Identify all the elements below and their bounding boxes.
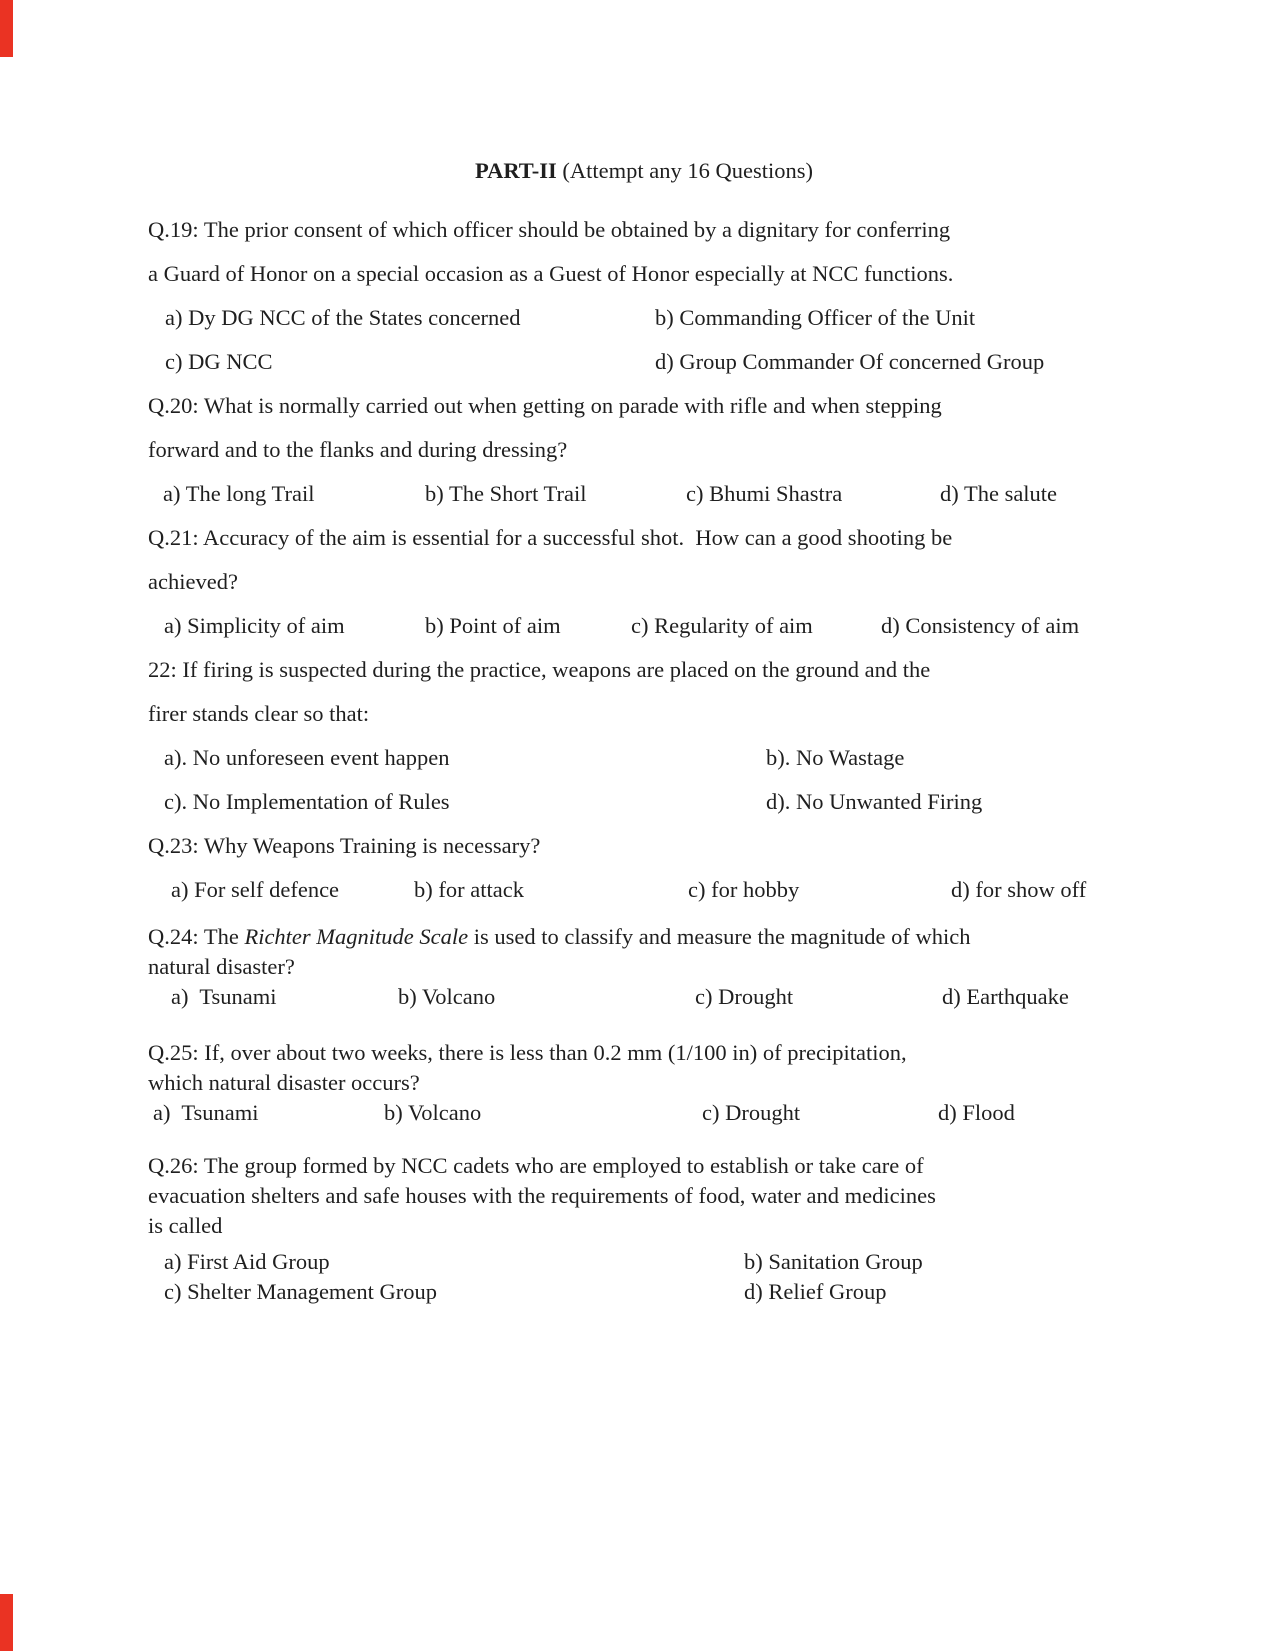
option-q23-b: b) for attack xyxy=(414,877,524,902)
question-q20-line-2: forward and to the flanks and during dressing? xyxy=(148,437,568,462)
question-q26-line-3: is called xyxy=(148,1213,223,1238)
option-q22-a: a). No unforeseen event happen xyxy=(164,745,450,770)
question-q24-line-1 xyxy=(148,922,1140,952)
option-q26-b: b) Sanitation Group xyxy=(744,1249,923,1274)
option-q22-d: d). No Unwanted Firing xyxy=(766,789,983,814)
option-q24-a: a) Tsunami xyxy=(171,984,277,1009)
option-q22-c: c). No Implementation of Rules xyxy=(164,789,450,814)
question-q25-options-row xyxy=(148,1098,1140,1128)
question-q26-line-2: evacuation shelters and safe houses with the requirements of food, water and medicines xyxy=(148,1183,936,1208)
option-q21-c: c) Regularity of aim xyxy=(631,613,813,638)
section-title xyxy=(148,156,1140,186)
question-q24-options-row xyxy=(148,982,1140,1012)
question-q20-line-1: Q.20: What is normally carried out when getting on parade with rifle and when stepping xyxy=(148,393,942,418)
questions-block-double-spaced xyxy=(148,208,1140,912)
question-q24-text-prefix: Q.24: The xyxy=(148,924,245,949)
red-edge-mark-top xyxy=(0,0,13,57)
option-q19-d: d) Group Commander Of concerned Group xyxy=(655,349,1045,374)
option-q25-d: d) Flood xyxy=(938,1100,1015,1125)
question-q19-line-1: Q.19: The prior consent of which officer should be obtained by a dignitary for conferring xyxy=(148,217,951,242)
question-q25-line-1: Q.25: If, over about two weeks, there is less than 0.2 mm (1/100 in) of precipitation, xyxy=(148,1040,907,1065)
section-title-part-label: PART-II xyxy=(475,158,557,183)
question-q24-block xyxy=(148,922,1140,1012)
section-title-instruction: (Attempt any 16 Questions) xyxy=(556,158,813,183)
option-q26-d: d) Relief Group xyxy=(744,1279,887,1304)
question-q26-options-row-2 xyxy=(148,1277,1140,1307)
red-edge-mark-bottom xyxy=(0,1594,13,1651)
option-q26-c: c) Shelter Management Group xyxy=(164,1279,438,1304)
question-q21-options-row xyxy=(148,604,1140,648)
question-q26-line-1: Q.26: The group formed by NCC cadets who are employed to establish or take care of xyxy=(148,1153,924,1178)
question-q25-line-2: which natural disaster occurs? xyxy=(148,1070,420,1095)
option-q20-d: d) The salute xyxy=(940,481,1058,506)
option-q23-a: a) For self defence xyxy=(171,877,340,902)
question-q22-options-row-2 xyxy=(148,780,1140,824)
question-q26-block xyxy=(148,1151,1140,1241)
question-q22-line-1: 22: If firing is suspected during the practice, weapons are placed on the ground and the xyxy=(148,657,931,682)
option-q25-b: b) Volcano xyxy=(384,1100,482,1125)
question-q21-line-1: Q.21: Accuracy of the aim is essential for a successful shot. How can a good shooting be xyxy=(148,525,953,550)
option-q20-c: c) Bhumi Shastra xyxy=(686,481,843,506)
question-q26-options-block xyxy=(148,1247,1140,1307)
option-q25-c: c) Drought xyxy=(702,1100,801,1125)
question-q23-line-1: Q.23: Why Weapons Training is necessary? xyxy=(148,833,541,858)
option-q23-c: c) for hobby xyxy=(688,877,800,902)
option-q23-d: d) for show off xyxy=(951,877,1087,902)
question-q20-options-row xyxy=(148,472,1140,516)
option-q24-d: d) Earthquake xyxy=(942,984,1069,1009)
question-q19-options-row-2 xyxy=(148,340,1140,384)
question-q22-options-row-1 xyxy=(148,736,1140,780)
option-q21-b: b) Point of aim xyxy=(425,613,561,638)
option-q19-b: b) Commanding Officer of the Unit xyxy=(655,305,976,330)
option-q24-b: b) Volcano xyxy=(398,984,496,1009)
option-q25-a: a) Tsunami xyxy=(153,1100,259,1125)
question-q24-line-2: natural disaster? xyxy=(148,954,295,979)
option-q21-a: a) Simplicity of aim xyxy=(164,613,345,638)
option-q19-c: c) DG NCC xyxy=(165,349,273,374)
option-q20-a: a) The long Trail xyxy=(163,481,315,506)
option-q26-a: a) First Aid Group xyxy=(164,1249,330,1274)
question-q24-text-suffix: is used to classify and measure the magnitude of which xyxy=(468,924,971,949)
question-q23-options-row xyxy=(148,868,1140,912)
option-q19-a: a) Dy DG NCC of the States concerned xyxy=(165,305,521,330)
question-q22-line-2: firer stands clear so that: xyxy=(148,701,370,726)
question-q19-options-row-1 xyxy=(148,296,1140,340)
option-q21-d: d) Consistency of aim xyxy=(881,613,1080,638)
question-q24-richter-scale-italic: Richter Magnitude Scale xyxy=(244,924,469,949)
option-q22-b: b). No Wastage xyxy=(766,745,905,770)
question-q26-options-row-1 xyxy=(148,1247,1140,1277)
question-q25-block xyxy=(148,1038,1140,1128)
option-q24-c: c) Drought xyxy=(695,984,794,1009)
question-q21-line-2: achieved? xyxy=(148,569,238,594)
option-q20-b: b) The Short Trail xyxy=(425,481,587,506)
question-q19-line-2: a Guard of Honor on a special occasion as a Guest of Honor especially at NCC functions. xyxy=(148,261,954,286)
